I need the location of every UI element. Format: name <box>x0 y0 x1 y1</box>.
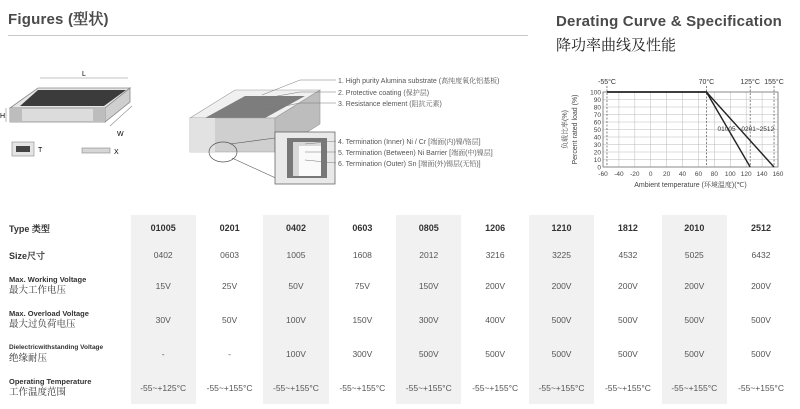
value-cell: 300V <box>396 303 462 337</box>
row-header-en: Max. Working Voltage <box>9 275 87 284</box>
value-cell: 50V <box>263 269 329 303</box>
value-cell: 500V <box>728 337 794 371</box>
value-cell: 4532 <box>595 241 661 269</box>
y-tick-label: 100 <box>590 89 601 97</box>
layer-label-4: 4. Termination (Inner) Ni / Cr [端面(内)镍/铬层] <box>338 139 481 146</box>
row-header <box>6 337 130 371</box>
value-cell: - <box>130 337 196 371</box>
row-header-zh: 最大过负荷电压 <box>9 319 76 330</box>
value-cell: -55~+155°C <box>329 371 395 404</box>
dim-h-label: H <box>0 113 6 120</box>
chip-side-view <box>12 142 34 156</box>
type-header-zh: 类型 <box>31 223 50 234</box>
spec-row <box>6 371 794 404</box>
row-header <box>6 269 130 303</box>
row-header-en: Max. Overload Voltage <box>9 309 89 318</box>
dim-w-label: W <box>117 131 124 138</box>
value-cell: 100V <box>263 337 329 371</box>
type-row <box>6 215 794 241</box>
value-cell: -55~+155°C <box>661 371 727 404</box>
x-tick-label: 20 <box>663 171 671 178</box>
type-cell: 1206 <box>462 215 528 241</box>
spec-row <box>6 269 794 303</box>
row-header <box>6 371 130 404</box>
x-tick-label: 160 <box>772 171 784 178</box>
type-cell: 0805 <box>396 215 462 241</box>
value-cell: 150V <box>396 269 462 303</box>
type-cell: 0603 <box>329 215 395 241</box>
y-tick-label: 80 <box>593 104 601 112</box>
value-cell: 30V <box>130 303 196 337</box>
x-tick-label: -40 <box>614 171 624 178</box>
top-temp-label: -55°C <box>597 79 616 86</box>
value-cell: 200V <box>661 269 727 303</box>
value-cell: - <box>196 337 262 371</box>
x-tick-label: 60 <box>694 171 703 178</box>
value-cell: 0402 <box>130 241 196 269</box>
layer-label-2: 2. Protective coating (保护层) <box>338 90 430 97</box>
top-temp-label: 155°C <box>764 79 784 86</box>
value-cell: -55~+155°C <box>595 371 661 404</box>
value-cell: 5025 <box>661 241 727 269</box>
value-cell: -55~+155°C <box>728 371 794 404</box>
type-cell: 0201 <box>196 215 262 241</box>
row-header-zh: 尺寸 <box>27 250 46 261</box>
x-tick-label: 0 <box>648 171 653 178</box>
top-temp-label: 125°C <box>740 79 760 86</box>
value-cell: 500V <box>661 337 727 371</box>
value-cell: -55~+155°C <box>196 371 262 404</box>
layer-label-3: 3. Resistance element (阻抗元素) <box>338 101 442 108</box>
value-cell: 1005 <box>263 241 329 269</box>
value-cell: 500V <box>661 303 727 337</box>
value-cell: 75V <box>329 269 395 303</box>
row-header-en: Size <box>9 250 28 261</box>
y-tick-label: 0 <box>597 164 601 172</box>
y-tick-label: 20 <box>593 149 601 157</box>
y-axis-label-zh: 负载比率(%) <box>562 110 569 149</box>
y-tick-label: 90 <box>593 97 601 104</box>
x-tick-label: 140 <box>756 171 768 178</box>
type-cell: 1812 <box>595 215 661 241</box>
value-cell: -55~+125°C <box>130 371 196 404</box>
y-tick-label: 40 <box>593 134 601 142</box>
x-tick-label: -20 <box>630 171 640 178</box>
figures-rule <box>8 35 528 36</box>
row-header-zh: 最大工作电压 <box>9 285 67 296</box>
y-tick-label: 30 <box>593 142 601 149</box>
x-tick-label: 120 <box>740 171 752 178</box>
row-header <box>6 303 130 337</box>
value-cell: 500V <box>396 337 462 371</box>
type-cell: 2010 <box>661 215 727 241</box>
type-cell: 2512 <box>728 215 794 241</box>
chip-top-view <box>82 148 110 153</box>
derating-subtitle: 降功率曲线及性能 <box>556 37 677 54</box>
curve-label-01005: 01005 <box>717 126 736 133</box>
value-cell: 2012 <box>396 241 462 269</box>
layer-label-5: 5. Termination (Between) Ni Barrier [端面(中)镍层] <box>338 150 493 157</box>
y-tick-label: 10 <box>593 157 601 164</box>
value-cell: 100V <box>263 303 329 337</box>
spec-row <box>6 337 794 371</box>
value-cell: 500V <box>528 303 594 337</box>
value-cell: 1608 <box>329 241 395 269</box>
value-cell: -55~+155°C <box>396 371 462 404</box>
value-cell: 500V <box>595 337 661 371</box>
chip-3d-drawing <box>10 88 130 122</box>
value-cell: 500V <box>528 337 594 371</box>
dim-l-label: L <box>82 71 86 78</box>
value-cell: 3225 <box>528 241 594 269</box>
dim-t-label: T <box>38 147 43 154</box>
x-tick-label: 80 <box>710 171 718 178</box>
layer-label-6: 6. Termination (Outer) Sn [端面(外)锡层(无铅)] <box>338 161 481 168</box>
spec-table <box>6 215 794 404</box>
x-tick-label: 40 <box>678 171 687 178</box>
value-cell: 500V <box>728 303 794 337</box>
top-temp-label: 70°C <box>698 79 715 86</box>
spec-row <box>6 303 794 337</box>
value-cell: 400V <box>462 303 528 337</box>
type-header-en: Type <box>9 223 30 234</box>
row-header-en: Operating Temperature <box>9 376 92 386</box>
derating-title: Derating Curve & Specification <box>556 13 783 30</box>
layer-label-1: 1. High purity Alumina substrate (高纯度氧化铝基板) <box>338 78 500 85</box>
value-cell: 200V <box>462 269 528 303</box>
dim-x-label: X <box>114 149 119 156</box>
value-cell: 300V <box>329 337 395 371</box>
value-cell: -55~+155°C <box>462 371 528 404</box>
value-cell: 500V <box>462 337 528 371</box>
value-cell: 15V <box>130 269 196 303</box>
x-tick-label: 100 <box>724 171 736 178</box>
figures-title: Figures (型状) <box>8 11 109 28</box>
row-header-zh: 绝缘耐压 <box>9 353 48 364</box>
x-axis-label: Ambient temperature (环境温度)(℃) <box>634 182 747 189</box>
value-cell: 50V <box>196 303 262 337</box>
row-header-zh: 工作温度范围 <box>9 386 67 398</box>
type-cell: 0402 <box>263 215 329 241</box>
value-cell: 200V <box>728 269 794 303</box>
y-tick-label: 60 <box>593 119 601 127</box>
type-cell: 01005 <box>130 215 196 241</box>
curve-label-0201-2512: 0201~2512 <box>741 126 775 133</box>
value-cell: 500V <box>595 303 661 337</box>
spec-row <box>6 241 794 269</box>
value-cell: 200V <box>528 269 594 303</box>
y-tick-label: 50 <box>593 127 601 134</box>
value-cell: -55~+155°C <box>263 371 329 404</box>
value-cell: 3216 <box>462 241 528 269</box>
type-cell: 1210 <box>528 215 594 241</box>
value-cell: 6432 <box>728 241 794 269</box>
row-header <box>6 241 130 269</box>
value-cell: 200V <box>595 269 661 303</box>
value-cell: 0603 <box>196 241 262 269</box>
row-header-en: Dielectricwithstanding Voltage <box>9 344 104 351</box>
y-axis-label-en: Percent rated load (%) <box>572 94 579 165</box>
derating-chart <box>545 72 795 192</box>
type-header <box>6 215 130 241</box>
value-cell: -55~+155°C <box>528 371 594 404</box>
value-cell: 25V <box>196 269 262 303</box>
x-tick-label: -60 <box>598 171 608 178</box>
value-cell: 150V <box>329 303 395 337</box>
y-tick-label: 70 <box>593 112 601 119</box>
